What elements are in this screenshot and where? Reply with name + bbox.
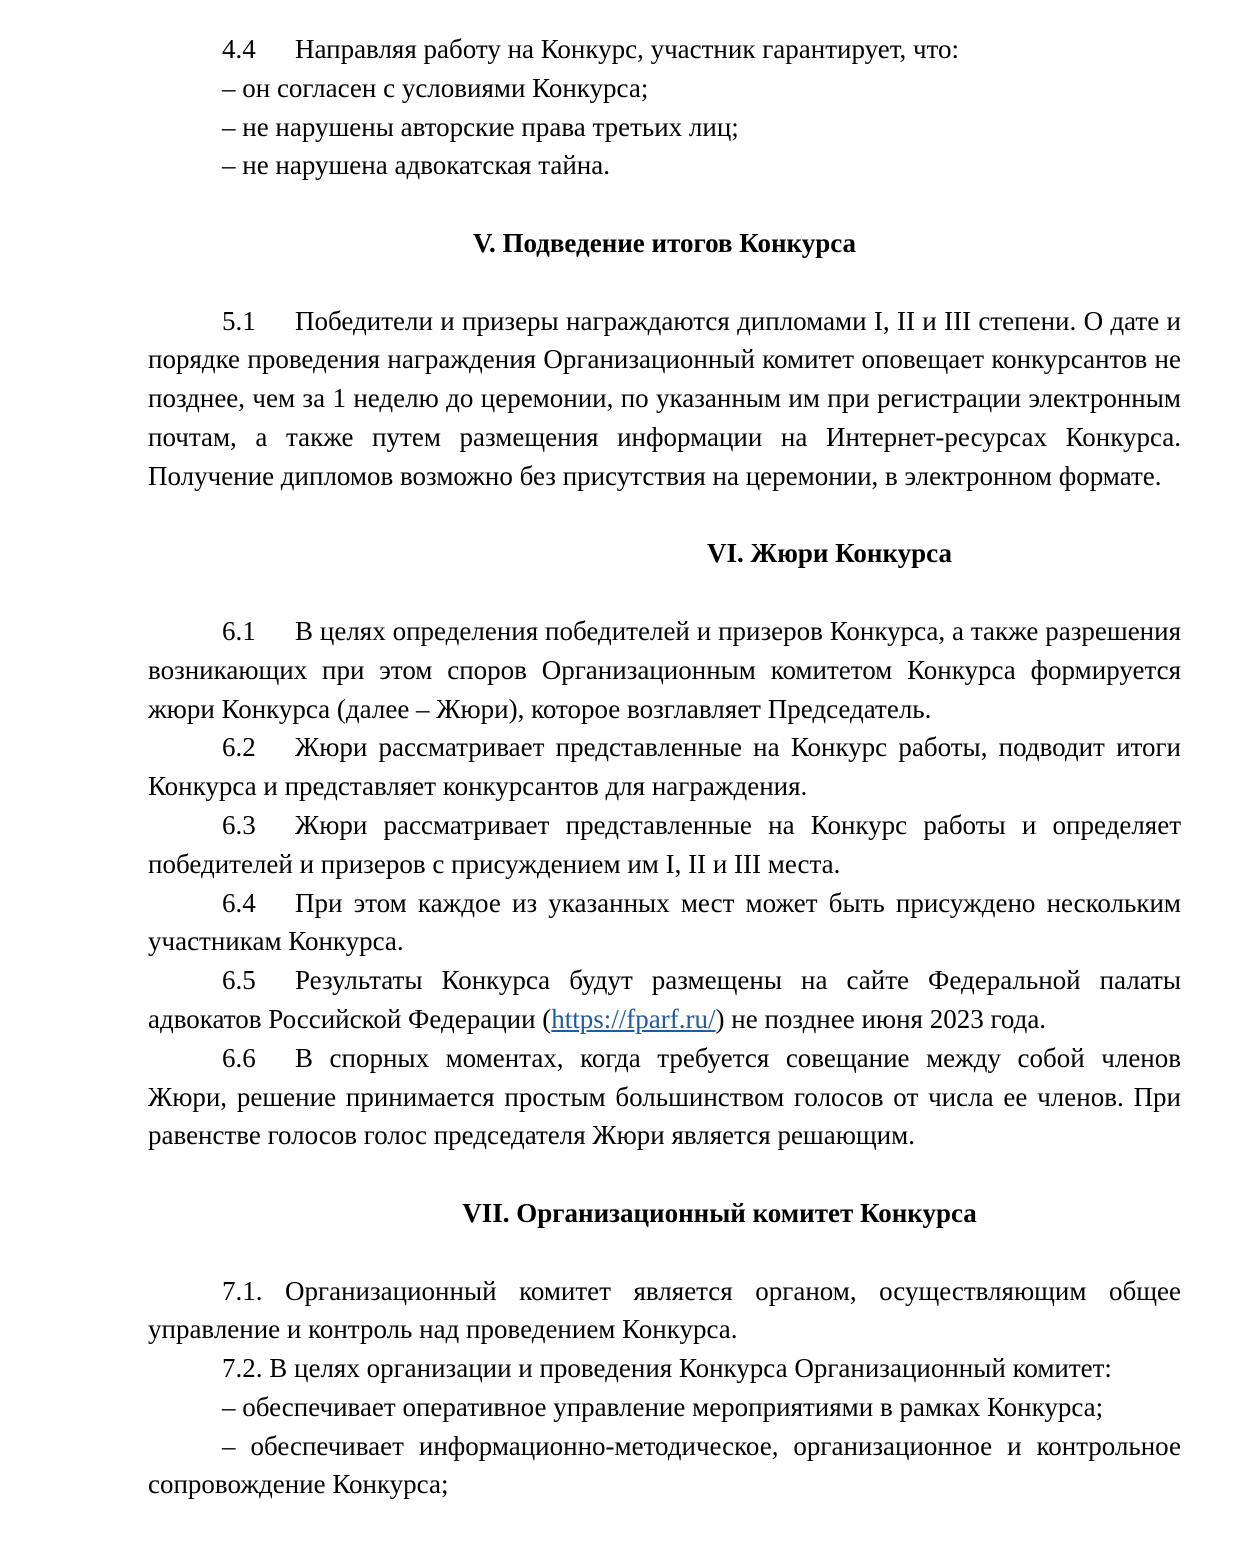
clause-number: 6.6	[222, 1042, 256, 1073]
clause-5-1	[148, 302, 1181, 496]
list-item: – он согласен с условиями Конкурса;	[222, 72, 649, 103]
list-item: – не нарушены авторские права третьих лиц;	[222, 111, 739, 142]
document-page	[148, 30, 1181, 1504]
clause-number: 5.1	[222, 305, 256, 336]
section-7-heading: VII. Организационный комитет Конкурса	[462, 1197, 977, 1228]
list-item: – обеспечивает оперативное управление мероприятиями в рамках Конкурса;	[222, 1391, 1104, 1422]
clause-number: 6.5	[222, 965, 256, 996]
clause-number: 6.3	[222, 809, 256, 840]
clause-6-1	[148, 612, 1181, 728]
list-item: – не нарушена адвокатская тайна.	[222, 150, 610, 181]
clause-number: 4.4	[222, 34, 256, 64]
clause-6-6	[148, 1039, 1181, 1155]
clause-text: Жюри рассматривает представленные на Конкурс работы и определяет победителей и призеров с присуждением им I, II и III места.	[148, 809, 1181, 879]
clause-text: Результаты Конкурса будут размещены на сайте Федеральной палаты адвокатов Российской Федерации (	[148, 965, 1181, 1034]
clause-7-2: 7.2. В целях организации и проведения Конкурса Организационный комитет:	[222, 1353, 1112, 1384]
section-6-heading: VI. Жюри Конкурса	[707, 538, 952, 569]
fparf-link[interactable]: https://fparf.ru/	[551, 1003, 716, 1034]
clause-4-4	[148, 30, 1181, 69]
clause-text-tail: ) не позднее июня 2023 года.	[715, 1003, 1047, 1034]
clause-number: 6.1	[222, 615, 256, 646]
clause-number: 6.4	[222, 887, 256, 918]
clause-text: В спорных моментах, когда требуется совещание между собой членов Жюри, решение принимается простым большинством голосов от числа ее членов. При равенстве голосов голос председателя Жюри является решающим.	[148, 1042, 1181, 1151]
clause-text: При этом каждое из указанных мест может быть присуждено нескольким участникам Конкурса.	[148, 887, 1181, 957]
clause-text: Победители и призеры награждаются дипломами I, II и III степени. О дате и порядке проведения награждения Организационный комитет оповещает конкурсантов не позднее, чем за 1 неделю до церемонии, по указанным им при регистрации электронным почтам, а также путем размещения информации на Интернет-ресурсах Конкурса. Получение дипломов возможно без присутствия на церемонии, в электронном формате.	[148, 305, 1181, 491]
clause-number: 6.2	[222, 732, 256, 763]
clause-6-2	[148, 728, 1181, 806]
clause-6-5	[148, 961, 1181, 1039]
clause-text: Жюри рассматривает представленные на Конкурс работы, подводит итоги Конкурса и представляет конкурсантов для награждения.	[148, 732, 1181, 802]
clause-6-3	[148, 806, 1181, 884]
clause-text: В целях определения победителей и призеров Конкурса, а также разрешения возникающих при этом споров Организационным комитетом Конкурса формируется жюри Конкурса (далее – Жюри), которое возглавляет Председатель.	[148, 615, 1181, 724]
section-5-heading: V. Подведение итогов Конкурса	[472, 227, 857, 258]
list-item: – обеспечивает информационно-методическое, организационное и контрольное сопровождение Конкурса;	[148, 1430, 1181, 1500]
clause-text: Направляя работу на Конкурс, участник гарантирует, что:	[295, 34, 960, 64]
clause-6-4	[148, 884, 1181, 962]
clause-7-1: 7.1. Организационный комитет является органом, осуществляющим общее управление и контроль над проведением Конкурса.	[148, 1275, 1181, 1345]
